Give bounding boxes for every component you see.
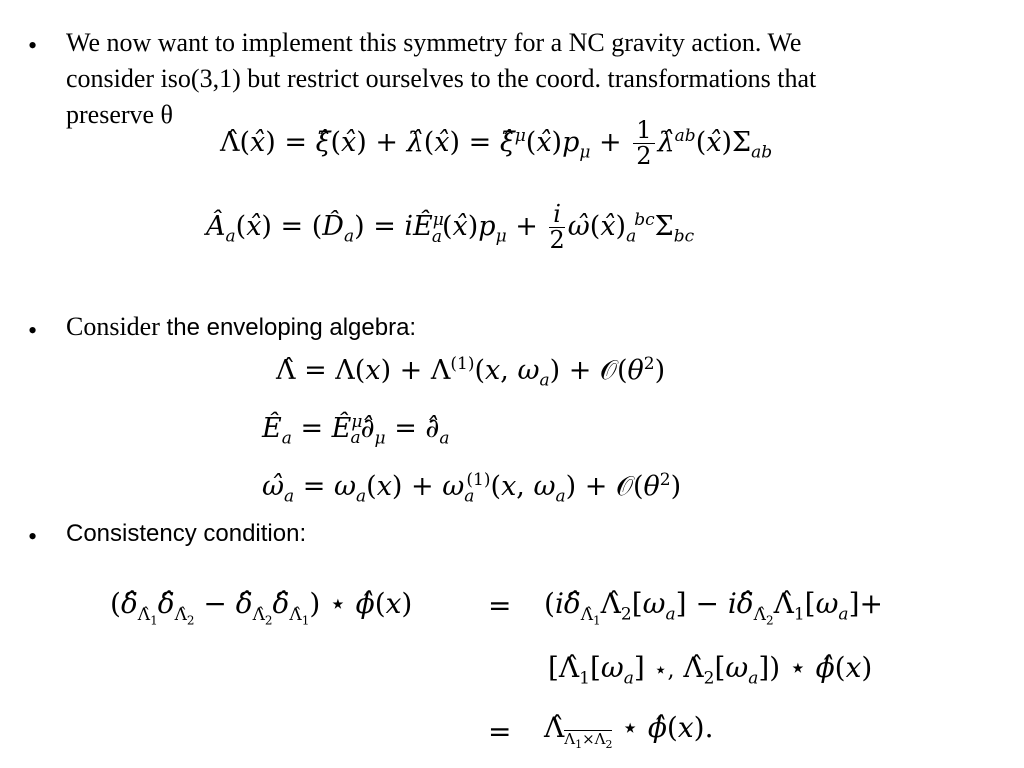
equation-consistency-result: $\Lambdâ_{\Lambda_1\times\Lambda_2}$ ⋆ ϕ̂(x). xyxy=(544,711,714,751)
bullet-1-line-1: We now want to implement this symmetry for a NC gravity action. We xyxy=(66,28,802,57)
bullet-1-line-2: consider iso(3,1) but restrict ourselves to the coord. transformations that xyxy=(66,64,817,93)
bullet-marker: • xyxy=(28,316,38,345)
bullet-1-text xyxy=(66,25,816,133)
equation-consistency-rhs-line-2: [$\Lambdâ_1[\omega_a]$ ⋆, $\Lambdâ_2[\omega_a]$) ⋆ ϕ̂(x) xyxy=(548,651,873,689)
bullet-marker: • xyxy=(28,31,38,60)
equation-consistency-rhs-line-1: ($i\deltâ_{\Lambdâ_1}\Lambdâ_2[\omega_a]$ − $i\deltâ_{\Lambdâ_2}\Lambdâ_1[\omega_a]+$ xyxy=(544,587,883,627)
bullet-3-text: Consistency condition: xyxy=(66,520,307,547)
bullet-2-text xyxy=(66,309,416,346)
equation-gauge-parameter: Λ̂(x̂) = ξ̂(x̂) + λ̂(x̂) = $\xî^\mu(x̂)p_\mu$ + $\frac{1}{2}$ $\lambdâ^{ab}(x̂)\Sigma_{ab}$ xyxy=(220,116,773,171)
bullet-2-serif-word: Consider xyxy=(66,312,160,341)
bullet-1-line-3: preserve θ xyxy=(66,100,174,129)
equals-sign: = xyxy=(488,589,512,622)
equation-spin-connection: $\omegâ_a = \omega_a(x) + \omega_a^{(1)}(x$, $\omega_a$) + $𝒪(\theta^2)$ xyxy=(262,470,682,507)
bullet-marker: • xyxy=(28,522,38,551)
equation-lambda-expansion: Λ̂ = $\Lambda(x) + \Lambda^{(1)}(x$, $\omega_a$) + $𝒪(\theta^2)$ xyxy=(276,354,666,391)
equation-consistency-lhs: ($\deltâ_{\Lambdâ_1}\deltâ_{\Lambdâ_2}$ − $\deltâ_{\Lambdâ_2}\deltâ_{\Lambdâ_1}$) ⋆ ϕ̂(x) xyxy=(110,587,413,627)
equals-sign: = xyxy=(488,715,512,748)
equation-vielbein: $Ê_a$ = $Ê^\mu_a\partial̂_\mu$ = $\partial̂_a$ xyxy=(262,412,450,449)
equation-covariant-derivative: $Â_a(x̂)$ = $(D̂_a)$ = $iÊ^\mu_a(x̂)p_\mu$ + $\frac{i}{2}$ $\omegâ(x̂)_a^{bc}\Sigma_{bc}$ xyxy=(206,200,695,255)
bullet-2-sans-text: the enveloping algebra: xyxy=(159,314,417,341)
